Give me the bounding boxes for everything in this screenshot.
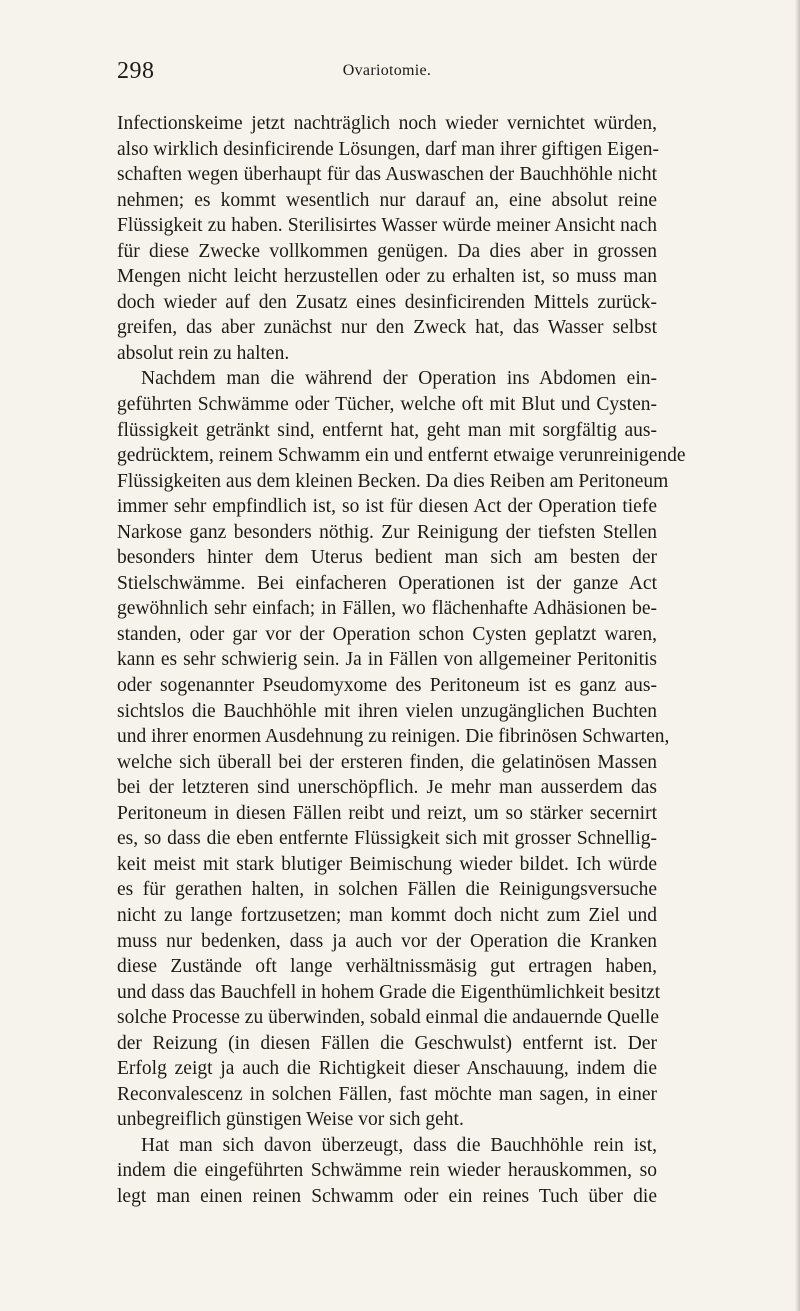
text-line: der Reizung (in diesen Fällen die Geschwulst) entfernt ist. Der bbox=[117, 1032, 657, 1054]
text-line: gedrücktem, reinem Schwamm ein und entfernt etwaige verunreinigende bbox=[117, 445, 686, 467]
text-line: Mengen nicht leicht herzustellen oder zu erhalten ist, so muss man bbox=[117, 266, 657, 288]
text-line: also wirklich desinficirende Lösungen, darf man ihrer giftigen Eigen- bbox=[117, 138, 660, 160]
text-line: oder sogenannter Pseudomyxome des Peritoneum ist es ganz aus- bbox=[117, 675, 657, 697]
text-line: greifen, das aber zunächst nur den Zweck hat, das Wasser selbst bbox=[117, 317, 657, 339]
text-line: Nachdem man die während der Operation ins Abdomen ein- bbox=[141, 368, 657, 390]
text-line: nehmen; es kommt wesentlich nur darauf an, eine absolut reine bbox=[117, 189, 657, 211]
text-line: geführten Schwämme oder Tücher, welche oft mit Blut und Cysten- bbox=[117, 394, 657, 416]
text-line: es, so dass die eben entfernte Flüssigkeit sich mit grosser Schnellig- bbox=[117, 828, 657, 850]
text-line: Narkose ganz besonders nöthig. Zur Reinigung der tiefsten Stellen bbox=[117, 521, 657, 543]
text-line: Erfolg zeigt ja auch die Richtigkeit dieser Anschauung, indem die bbox=[117, 1058, 657, 1080]
page-header bbox=[117, 58, 657, 88]
text-line: Reconvalescenz in solchen Fällen, fast möchte man sagen, in einer bbox=[117, 1083, 657, 1105]
text-line: kann es sehr schwierig sein. Ja in Fällen von allgemeiner Peritonitis bbox=[117, 649, 657, 671]
text-line: Hat man sich davon überzeugt, dass die Bauchhöhle rein ist, bbox=[141, 1134, 657, 1156]
text-line: schaften wegen überhaupt für das Auswaschen der Bauchhöhle nicht bbox=[117, 164, 657, 186]
text-line: legt man einen reinen Schwamm oder ein reines Tuch über die bbox=[117, 1185, 657, 1207]
text-line: absolut rein zu halten. bbox=[117, 342, 290, 364]
running-title: Ovariotomie. bbox=[342, 62, 432, 79]
text-line: welche sich überall bei der ersteren finden, die gelatinösen Massen bbox=[117, 751, 657, 773]
text-line: besonders hinter dem Uterus bedient man sich am besten der bbox=[117, 547, 657, 569]
text-line: es für gerathen halten, in solchen Fällen die Reinigungsversuche bbox=[117, 879, 657, 901]
text-line: flüssigkeit getränkt sind, entfernt hat, geht man mit sorgfältig aus- bbox=[117, 419, 657, 441]
text-line: und dass das Bauchfell in hohem Grade die Eigenthümlichkeit besitzt bbox=[117, 981, 661, 1003]
page-number: 298 bbox=[117, 58, 155, 84]
text-line: sichtslos die Bauchhöhle mit ihren vielen unzugänglichen Buchten bbox=[117, 700, 657, 722]
body-text bbox=[117, 111, 686, 1210]
text-line: und ihrer enormen Ausdehnung zu reinigen. Die fibrinösen Schwarten, bbox=[117, 726, 670, 748]
text-line: keit meist mit stark blutiger Beimischung wieder bildet. Ich würde bbox=[117, 853, 657, 875]
text-line: doch wieder auf den Zusatz eines desinficirenden Mittels zurück- bbox=[117, 291, 657, 313]
page-edge-shadow bbox=[795, 0, 800, 1311]
text-line: standen, oder gar vor der Operation schon Cysten geplatzt waren, bbox=[117, 623, 657, 645]
text-line: nicht zu lange fortzusetzen; man kommt doch nicht zum Ziel und bbox=[117, 904, 657, 926]
text-line: diese Zustände oft lange verhältnissmäsig gut ertragen haben, bbox=[117, 956, 657, 978]
text-line: muss nur bedenken, dass ja auch vor der Operation die Kranken bbox=[117, 930, 657, 952]
text-line: Flüssigkeit zu haben. Sterilisirtes Wasser würde meiner Ansicht nach bbox=[117, 215, 657, 237]
text-line: Flüssigkeiten aus dem kleinen Becken. Da dies Reiben am Peritoneum bbox=[117, 470, 669, 492]
text-line: Stielschwämme. Bei einfacheren Operationen ist der ganze Act bbox=[117, 572, 657, 594]
text-line: Infectionskeime jetzt nachträglich noch wieder vernichtet würden, bbox=[117, 113, 657, 134]
text-line: unbegreiflich günstigen Weise vor sich geht. bbox=[117, 1109, 464, 1131]
text-line: indem die eingeführten Schwämme rein wieder herauskommen, so bbox=[117, 1160, 657, 1182]
text-line: gewöhnlich sehr einfach; in Fällen, wo flächenhafte Adhäsionen be- bbox=[117, 598, 657, 620]
text-line: solche Processe zu überwinden, sobald einmal die andauernde Quelle bbox=[117, 1007, 660, 1029]
text-line: Peritoneum in diesen Fällen reibt und reizt, um so stärker secernirt bbox=[117, 802, 657, 824]
text-line: bei der letzteren sind unerschöpflich. Je mehr man ausserdem das bbox=[117, 777, 657, 799]
text-line: immer sehr empfindlich ist, so ist für diesen Act der Operation tiefe bbox=[117, 496, 657, 518]
text-line: für diese Zwecke vollkommen genügen. Da dies aber in grossen bbox=[117, 240, 657, 262]
